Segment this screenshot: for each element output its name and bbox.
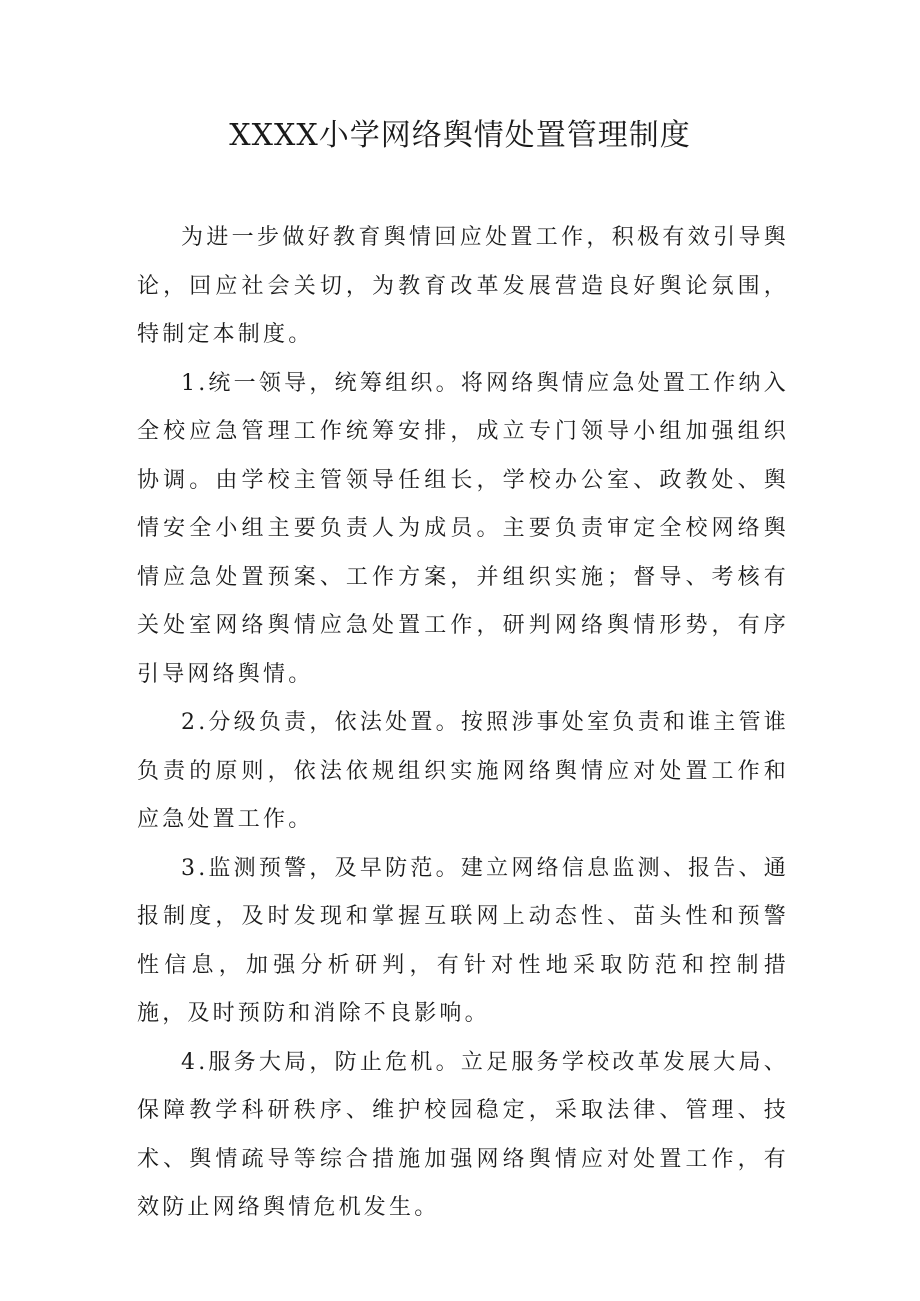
document-body (137, 214, 789, 1233)
document-title: XXXX小学网络舆情处置管理制度 (229, 118, 691, 153)
paragraph-intro: 为进一步做好教育舆情回应处置工作，积极有效引导舆论，回应社会关切，为教育改革发展营造良好舆论氛围，特制定本制度。 (137, 225, 789, 347)
paragraph-item-4: 4.服务大局，防止危机。立足服务学校改革发展大局、保障教学科研秩序、维护校园稳定，采取法律、管理、技术、舆情疏导等综合措施加强网络舆情应对处置工作，有效防止网络舆情危机发生。 (137, 1049, 789, 1220)
paragraph-item-3: 3.监测预警，及早防范。建立网络信息监测、报告、通报制度，及时发现和掌握互联网上动态性、苗头性和预警性信息，加强分析研判，有针对性地采取防范和控制措施，及时预防和消除不良影响。 (137, 855, 789, 1026)
paragraph-item-2: 2.分级负责，依法处置。按照涉事处室负责和谁主管谁负责的原则，依法依规组织实施网络舆情应对处置工作和应急处置工作。 (137, 710, 789, 832)
paragraph-item-1: 1.统一领导，统筹组织。将网络舆情应急处置工作纳入全校应急管理工作统筹安排，成立专门领导小组加强组织协调。由学校主管领导任组长，学校办公室、政教处、舆情安全小组主要负责人为成员。主要负责审定全校网络舆情应急处置预案、工作方案，并组织实施；督导、考核有关处室网络舆情应急处置工作，研判网络舆情形势，有序引导网络舆情。 (137, 370, 789, 687)
